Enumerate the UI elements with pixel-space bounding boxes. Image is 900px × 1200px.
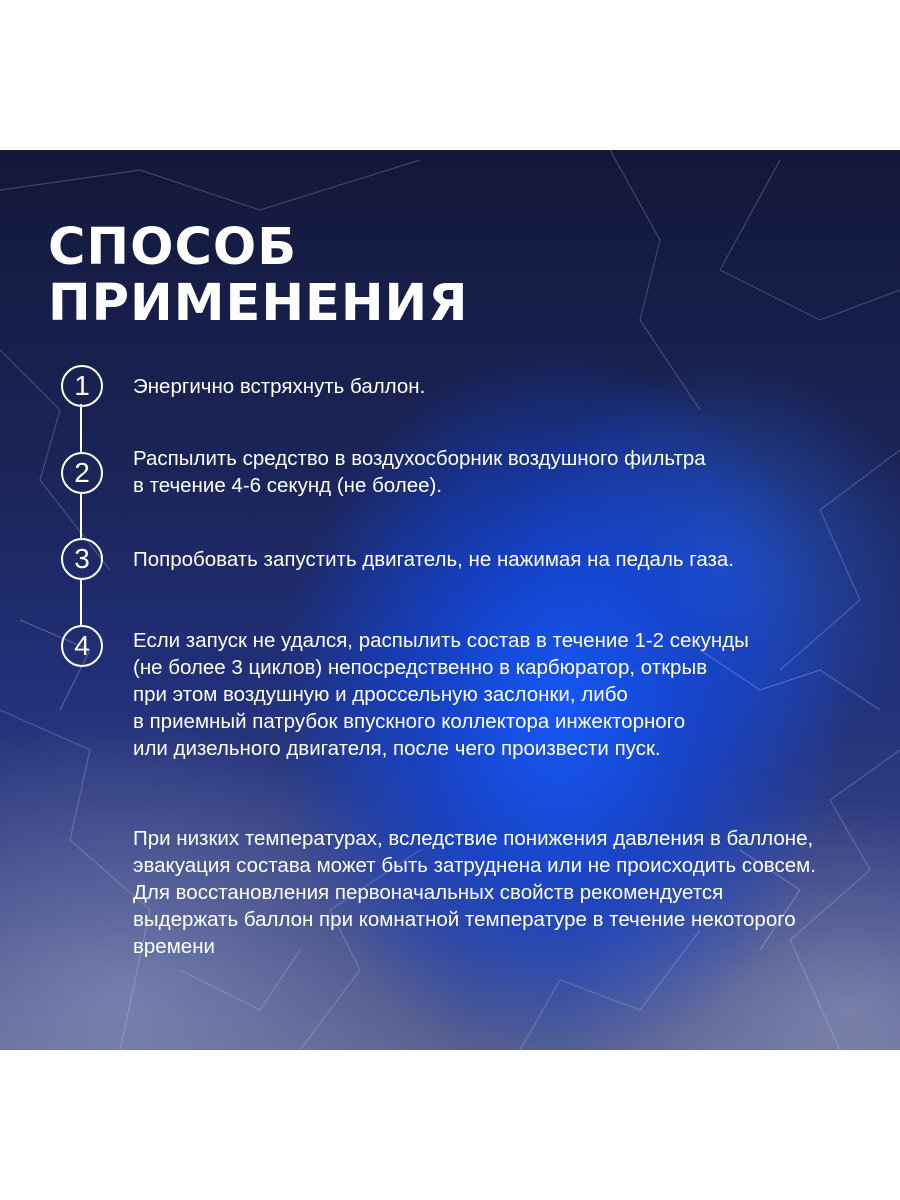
step-2-number: 2 [61,452,103,494]
title-line-2: ПРИМЕНЕНИЯ [48,274,469,333]
step-3-number: 3 [61,538,103,580]
step-1-line-1: Энергично встряхнуть баллон. [133,375,426,398]
step-4-text [133,627,853,762]
step-3-line-1: Попробовать запустить двигатель, не нажимая на педаль газа. [133,548,734,571]
step-4-number: 4 [61,625,103,667]
step-4-line-2: (не более 3 циклов) непосредственно в карбюратор, открыв [133,656,708,679]
step-2-text [133,445,853,499]
step-1-text [133,373,853,400]
note-line-2: эвакуация состава может быть затруднена или не происходить совсем. [133,854,816,877]
low-temperature-note [133,825,873,960]
step-4-line-5: или дизельного двигателя, после чего произвести пуск. [133,737,661,760]
note-line-4: выдержать баллон при комнатной температуре в течение некоторого [133,908,796,931]
note-line-3: Для восстановления первоначальных свойств рекомендуется [133,881,724,904]
step-4-line-1: Если запуск не удался, распылить состав в течение 1-2 секунды [133,629,749,652]
note-line-5: времени [133,935,215,958]
step-3-text [133,546,853,573]
note-line-1: При низких температурах, вследствие понижения давления в баллоне, [133,827,814,850]
instruction-panel [0,150,900,1050]
step-4-line-4: в приемный патрубок впускного коллектора инжекторного [133,710,686,733]
step-1-number: 1 [61,365,103,407]
step-2-line-1: Распылить средство в воздухосборник воздушного фильтра [133,447,706,470]
title-line-1: СПОСОБ [48,218,298,277]
step-2-line-2: в течение 4-6 секунд (не более). [133,474,443,497]
step-4-line-3: при этом воздушную и дроссельную заслонки, либо [133,683,628,706]
